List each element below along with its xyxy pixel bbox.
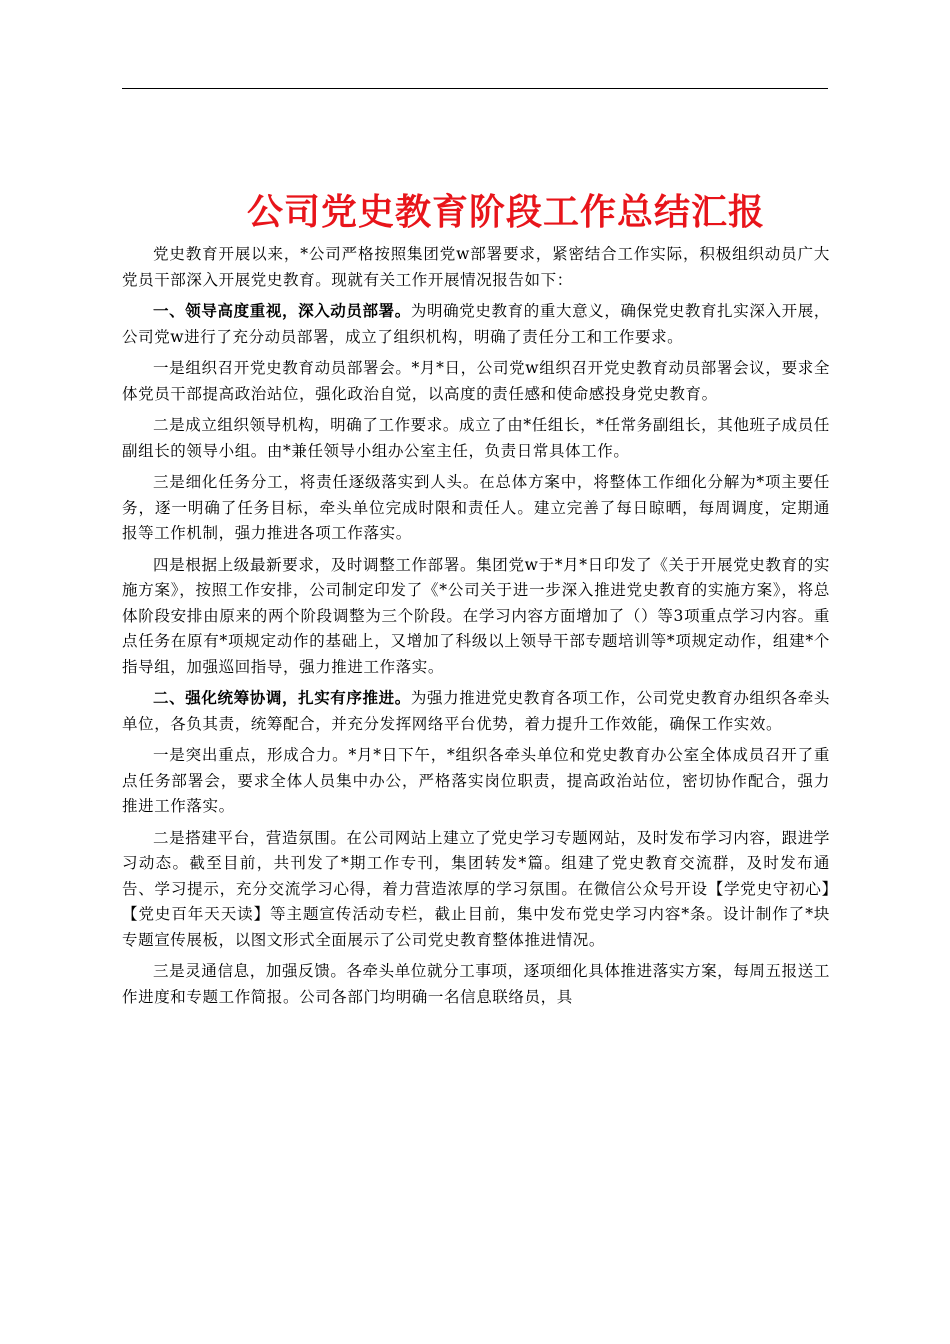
- paragraph-text: 一是突出重点，形成合力。*月*日下午，*组织各牵头单位和党史教育办公室全体成员召开了重点任务部署会，要求全体人员集中办公，严格落实岗位职责，提高政治站位，密切协作配合，强力推进工作落实。: [122, 746, 830, 815]
- section-heading: 二、强化统筹协调，扎实有序推进。: [153, 689, 411, 707]
- paragraph-item: [122, 743, 830, 820]
- paragraph-section-2: [122, 686, 830, 737]
- paragraph-text: 三是灵通信息，加强反馈。各牵头单位就分工事项，逐项细化具体推进落实方案，每周五报送工作进度和专题工作简报。公司各部门均明确一名信息联络员，具: [122, 962, 830, 1006]
- paragraph-text: 为强力推进党史教育各项工作，公司党史教育办组织各牵头单位，各负其责，统筹配合，并充分发挥网络平台优势，着力提升工作效能，确保工作实效。: [122, 689, 830, 733]
- paragraph-intro: [122, 242, 830, 293]
- paragraph-item: [122, 356, 830, 407]
- paragraph-item: [122, 470, 830, 547]
- section-heading: 一、领导高度重视，深入动员部署。: [153, 302, 411, 320]
- paragraph-item: [122, 413, 830, 464]
- paragraph-text: 二是成立组织领导机构，明确了工作要求。成立了由*任组长，*任常务副组长，其他班子成员任副组长的领导小组。由*兼任领导小组办公室主任，负责日常具体工作。: [122, 416, 830, 460]
- paragraph-text: 四是根据上级最新要求，及时调整工作部署。集团党w于*月*日印发了《关于开展党史教育的实施方案》，按照工作安排，公司制定印发了《*公司关于进一步深入推进党史教育的实施方案》，将总体阶段安排由原来的两个阶段调整为三个阶段。在学习内容方面增加了（）等3项重点学习内容。重点任务在原有*项规定动作的基础上，又增加了科级以上领导干部专题培训等*项规定动作，组建*个指导组，加强巡回指导，强力推进工作落实。: [122, 555, 830, 676]
- paragraph-text: 一是组织召开党史教育动员部署会。*月*日，公司党w组织召开党史教育动员部署会议，要求全体党员干部提高政治站位，强化政治自觉，以高度的责任感和使命感投身党史教育。: [122, 359, 830, 403]
- paragraph-text: 为明确党史教育的重大意义，确保党史教育扎实深入开展，公司党w进行了充分动员部署，成立了组织机构，明确了责任分工和工作要求。: [122, 302, 830, 346]
- paragraph-text: 二是搭建平台，营造氛围。在公司网站上建立了党史学习专题网站，及时发布学习内容，跟进学习动态。截至目前，共刊发了*期工作专刊，集团转发*篇。组建了党史教育交流群，及时发布通告、学习提示，充分交流学习心得，着力营造浓厚的学习氛围。在微信公众号开设【学党史守初心】【党史百年天天读】等主题宣传活动专栏，截止目前，集中发布党史学习内容*条。设计制作了*块专题宣传展板，以图文形式全面展示了公司党史教育整体推进情况。: [122, 828, 830, 949]
- header-rule: [122, 88, 828, 89]
- paragraph-item: [122, 826, 830, 954]
- document-body: [122, 242, 830, 1016]
- document-title: 公司党史教育阶段工作总结汇报: [246, 191, 765, 233]
- paragraph-item: [122, 553, 830, 681]
- paragraph-text: 三是细化任务分工，将责任逐级落实到人头。在总体方案中，将整体工作细化分解为*项主要任务，逐一明确了任务目标，牵头单位完成时限和责任人。建立完善了每日晾晒，每周调度，定期通报等工作机制，强力推进各项工作落实。: [122, 473, 830, 542]
- paragraph-item: [122, 959, 830, 1010]
- paragraph-section-1: [122, 299, 830, 350]
- paragraph-text: 党史教育开展以来，*公司严格按照集团党w部署要求，紧密结合工作实际，积极组织动员广大党员干部深入开展党史教育。现就有关工作开展情况报告如下：: [122, 245, 830, 289]
